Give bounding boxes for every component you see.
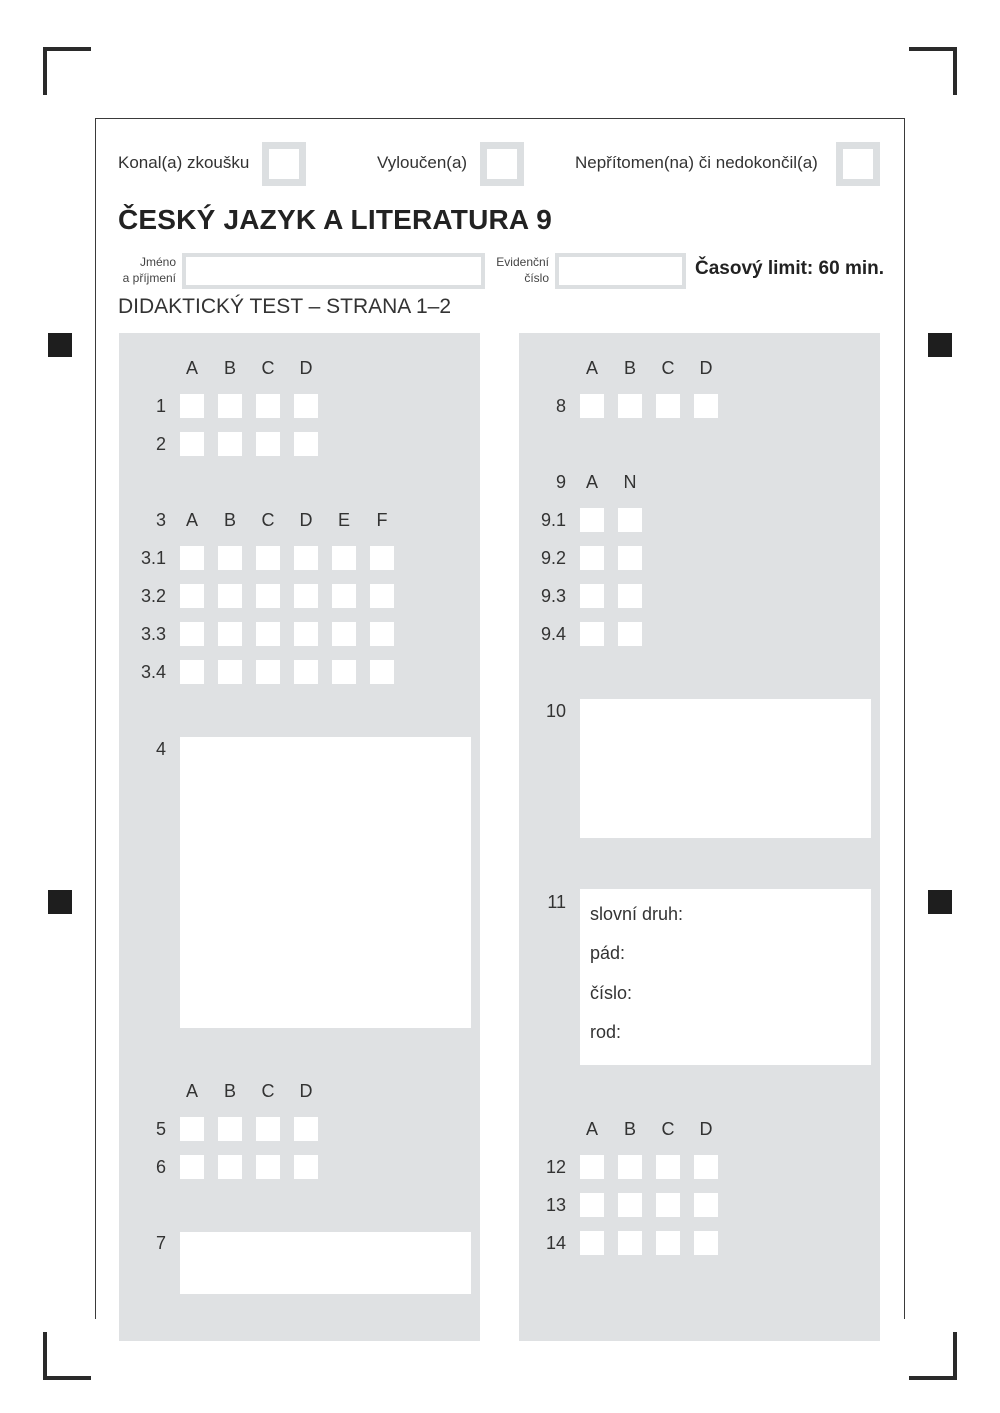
question-number: 3.2	[140, 586, 166, 606]
answer-cell[interactable]	[694, 1155, 718, 1179]
answer-cell[interactable]	[294, 432, 318, 456]
alignment-mark	[928, 890, 952, 914]
took-exam-label: Konal(a) zkoušku	[118, 153, 250, 172]
option-label: A	[585, 1119, 598, 1139]
answer-cell[interactable]	[656, 1231, 680, 1255]
evidence-number-label	[480, 254, 549, 286]
option-label: C	[261, 358, 275, 378]
time-limit: Časový limit: 60 min.	[695, 258, 885, 279]
answer-cell[interactable]	[618, 508, 642, 532]
question-number: 7	[155, 1233, 166, 1253]
answer-cell[interactable]	[332, 660, 356, 684]
absent-label: Nepřítomen(na) či nedokončil(a)	[575, 153, 818, 172]
answer-cell[interactable]	[218, 622, 242, 646]
answer-cell[interactable]	[218, 1117, 242, 1141]
answer-cell[interactable]	[294, 622, 318, 646]
answer-cell[interactable]	[294, 394, 318, 418]
answer-cell[interactable]	[580, 508, 604, 532]
question-number: 2	[155, 434, 166, 454]
option-label: B	[623, 1119, 636, 1139]
option-label: D	[299, 1081, 313, 1101]
open-answer-box[interactable]	[580, 699, 871, 838]
answer-cell[interactable]	[256, 1155, 280, 1179]
answer-cell[interactable]	[618, 394, 642, 418]
corner-mark-bottom-left	[43, 1332, 91, 1380]
option-label: B	[223, 358, 236, 378]
answer-cell[interactable]	[656, 1193, 680, 1217]
answer-cell[interactable]	[694, 1193, 718, 1217]
question-number: 6	[155, 1157, 166, 1177]
name-label	[100, 254, 176, 286]
option-label: A	[185, 1081, 198, 1101]
alignment-mark	[48, 333, 72, 357]
option-label: B	[223, 510, 236, 530]
question-number: 3.4	[140, 662, 166, 682]
alignment-mark	[48, 890, 72, 914]
question-number: 10	[545, 701, 566, 721]
question-number: 3.1	[140, 548, 166, 568]
question-number: 8	[555, 396, 566, 416]
answer-cell[interactable]	[294, 1155, 318, 1179]
question-number: 9.1	[540, 510, 566, 530]
answer-cell[interactable]	[180, 1117, 204, 1141]
question-number: 9	[555, 472, 566, 492]
answer-cell[interactable]	[618, 1155, 642, 1179]
name-label-line: a příjmení	[122, 271, 176, 285]
answer-cell[interactable]	[218, 394, 242, 418]
question-number: 9.4	[540, 624, 566, 644]
excluded-label: Vyloučen(a)	[377, 153, 468, 172]
option-label: C	[261, 510, 275, 530]
question-number: 1	[155, 396, 166, 416]
answer-cell[interactable]	[332, 622, 356, 646]
option-label: C	[661, 358, 675, 378]
answer-cell[interactable]	[618, 622, 642, 646]
took-exam-checkbox[interactable]	[262, 142, 306, 186]
answer-cell[interactable]	[370, 660, 394, 684]
answer-cell[interactable]	[218, 432, 242, 456]
option-label: B	[623, 358, 636, 378]
answer-cell[interactable]	[180, 546, 204, 570]
question-number: 13	[545, 1195, 566, 1215]
option-label: A	[585, 358, 598, 378]
question-number: 12	[545, 1157, 566, 1177]
answer-cell[interactable]	[332, 584, 356, 608]
option-label: D	[699, 358, 713, 378]
question-number: 14	[545, 1233, 566, 1253]
answer-cell[interactable]	[180, 394, 204, 418]
answer-cell[interactable]	[218, 546, 242, 570]
answer-cell[interactable]	[580, 622, 604, 646]
alignment-mark	[928, 333, 952, 357]
option-label: A	[585, 472, 598, 492]
answer-cell[interactable]	[256, 660, 280, 684]
answer-cell[interactable]	[580, 1193, 604, 1217]
excluded-checkbox[interactable]	[480, 142, 524, 186]
test-subtitle: DIDAKTICKÝ TEST – STRANA 1–2	[118, 295, 452, 318]
answer-cell[interactable]	[180, 584, 204, 608]
option-label: C	[661, 1119, 675, 1139]
answer-cell[interactable]	[256, 546, 280, 570]
answer-cell[interactable]	[656, 394, 680, 418]
word-class-label: slovní druh:	[590, 904, 684, 924]
answer-cell[interactable]	[580, 584, 604, 608]
answer-cell[interactable]	[294, 584, 318, 608]
open-answer-box[interactable]	[180, 737, 471, 1028]
evidence-number-field[interactable]	[555, 253, 686, 289]
answer-cell[interactable]	[218, 1155, 242, 1179]
open-answer-box[interactable]	[180, 1232, 471, 1294]
answer-cell[interactable]	[370, 546, 394, 570]
answer-cell[interactable]	[256, 584, 280, 608]
question-number: 3.3	[140, 624, 166, 644]
question-number: 3	[155, 510, 166, 530]
option-label: D	[699, 1119, 713, 1139]
option-label: F	[376, 510, 388, 530]
corner-mark-top-left	[43, 47, 91, 95]
answer-cell[interactable]	[618, 1193, 642, 1217]
answer-cell[interactable]	[180, 1155, 204, 1179]
answer-cell[interactable]	[256, 1117, 280, 1141]
answer-cell[interactable]	[180, 622, 204, 646]
answer-cell[interactable]	[294, 660, 318, 684]
answer-cell[interactable]	[218, 584, 242, 608]
answer-cell[interactable]	[294, 1117, 318, 1141]
answer-cell[interactable]	[294, 546, 318, 570]
name-field[interactable]	[182, 253, 485, 289]
answer-cell[interactable]	[580, 394, 604, 418]
answer-cell[interactable]	[618, 546, 642, 570]
case-label: pád:	[590, 943, 626, 963]
evidence-label-line: Evidenční	[496, 255, 549, 269]
option-label: C	[261, 1081, 275, 1101]
option-label: E	[337, 510, 350, 530]
answer-cell[interactable]	[180, 432, 204, 456]
answer-cell[interactable]	[656, 1155, 680, 1179]
answer-cell[interactable]	[580, 1231, 604, 1255]
answer-cell[interactable]	[618, 584, 642, 608]
answer-cell[interactable]	[618, 1231, 642, 1255]
option-label: N	[623, 472, 637, 492]
option-label: D	[299, 510, 313, 530]
answer-cell[interactable]	[256, 394, 280, 418]
answer-cell[interactable]	[694, 1231, 718, 1255]
answer-cell[interactable]	[256, 622, 280, 646]
answer-cell[interactable]	[694, 394, 718, 418]
question-number: 9.2	[540, 548, 566, 568]
answer-cell[interactable]	[370, 622, 394, 646]
number-label: číslo:	[590, 983, 633, 1003]
evidence-label-line: číslo	[524, 271, 549, 285]
answer-cell[interactable]	[580, 546, 604, 570]
corner-mark-bottom-right	[909, 1332, 957, 1380]
page-title: ČESKÝ JAZYK A LITERATURA 9	[118, 204, 553, 235]
answer-cell[interactable]	[180, 660, 204, 684]
answer-cell[interactable]	[218, 660, 242, 684]
option-label: A	[185, 510, 198, 530]
corner-mark-top-right	[909, 47, 957, 95]
answer-cell[interactable]	[332, 546, 356, 570]
question-number: 4	[155, 739, 166, 759]
answer-cell[interactable]	[580, 1155, 604, 1179]
option-label: A	[185, 358, 198, 378]
option-label: B	[223, 1081, 236, 1101]
answer-cell[interactable]	[370, 584, 394, 608]
question-number: 5	[155, 1119, 166, 1139]
name-label-line: Jméno	[139, 255, 176, 269]
answer-cell[interactable]	[256, 432, 280, 456]
question-number: 9.3	[540, 586, 566, 606]
option-label: D	[299, 358, 313, 378]
question-number: 11	[547, 892, 566, 912]
absent-checkbox[interactable]	[836, 142, 880, 186]
gender-label: rod:	[590, 1022, 622, 1042]
